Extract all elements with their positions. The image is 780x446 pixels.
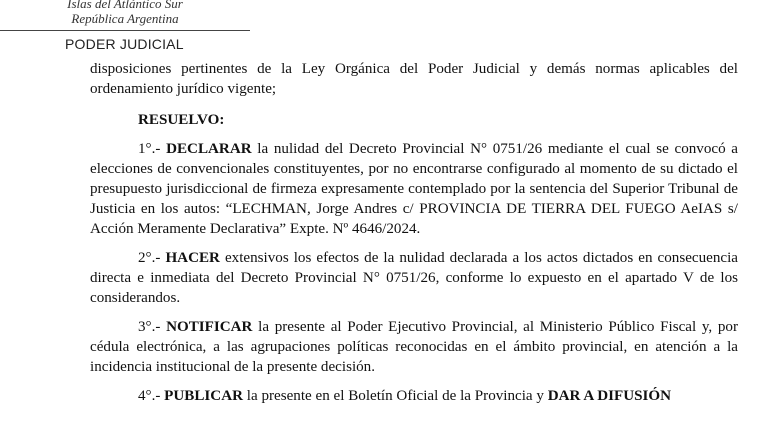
letterhead bbox=[0, 0, 250, 40]
article-action: NOTIFICAR bbox=[166, 319, 253, 335]
article-number: 4°.- bbox=[138, 388, 161, 404]
article-action: HACER bbox=[165, 250, 220, 266]
intro-paragraph: disposiciones pertinentes de la Ley Orgánica del Poder Judicial y demás normas aplicables del ordenamiento jurídico vigente; bbox=[90, 61, 738, 97]
article-2 bbox=[90, 248, 738, 308]
article-4 bbox=[90, 386, 738, 406]
institution-name: PODER JUDICIAL bbox=[65, 36, 184, 52]
article-action-secondary: DAR A DIFUSIÓN bbox=[547, 388, 672, 404]
article-action: PUBLICAR bbox=[164, 388, 244, 404]
article-number: 3°.- bbox=[138, 319, 161, 335]
article-text: la presente al Poder Ejecutivo Provincial, al Ministerio Público Fiscal y, por cédula electrónica, a las agrupaciones políticas reconocidas en el ámbito provincial, en atención a la incidencia institucional de la presente decisión. bbox=[90, 319, 738, 375]
resolve-heading: RESUELVO: bbox=[138, 112, 225, 128]
article-number: 1°.- bbox=[138, 141, 161, 157]
letterhead-country: República Argentina bbox=[71, 11, 179, 26]
article-text: la presente en el Boletín Oficial de la Provincia y bbox=[243, 388, 548, 404]
letterhead-divider bbox=[0, 30, 250, 31]
article-text: extensivos los efectos de la nulidad declarada a los actos dictados en consecuencia directa e inmediata del Decreto Provincial N° 0751/26, conforme lo expuesto en el apartado V de los considerandos. bbox=[90, 250, 738, 306]
article-1 bbox=[90, 139, 738, 239]
letterhead-region: Islas del Atlántico Sur bbox=[67, 0, 183, 11]
article-action: DECLARAR bbox=[166, 141, 252, 157]
article-text: la nulidad del Decreto Provincial N° 0751/26 mediante el cual se convocó a elecciones de convencionales constituyentes, por no encontrarse configurado al momento de su dictado el presupuesto jurisdiccional de firmeza expresamente contemplado por la sentencia del Superior Tribunal de Justicia en los autos: “LECHMAN, Jorge Andres c/ PROVINCIA DE TIERRA DEL FUEGO AeIAS s/ Acción Meramente Declarativa” Expte. Nº 4646/2024. bbox=[90, 141, 738, 237]
article-number: 2°.- bbox=[138, 250, 161, 266]
resolution-body bbox=[90, 59, 738, 406]
article-3 bbox=[90, 317, 738, 377]
